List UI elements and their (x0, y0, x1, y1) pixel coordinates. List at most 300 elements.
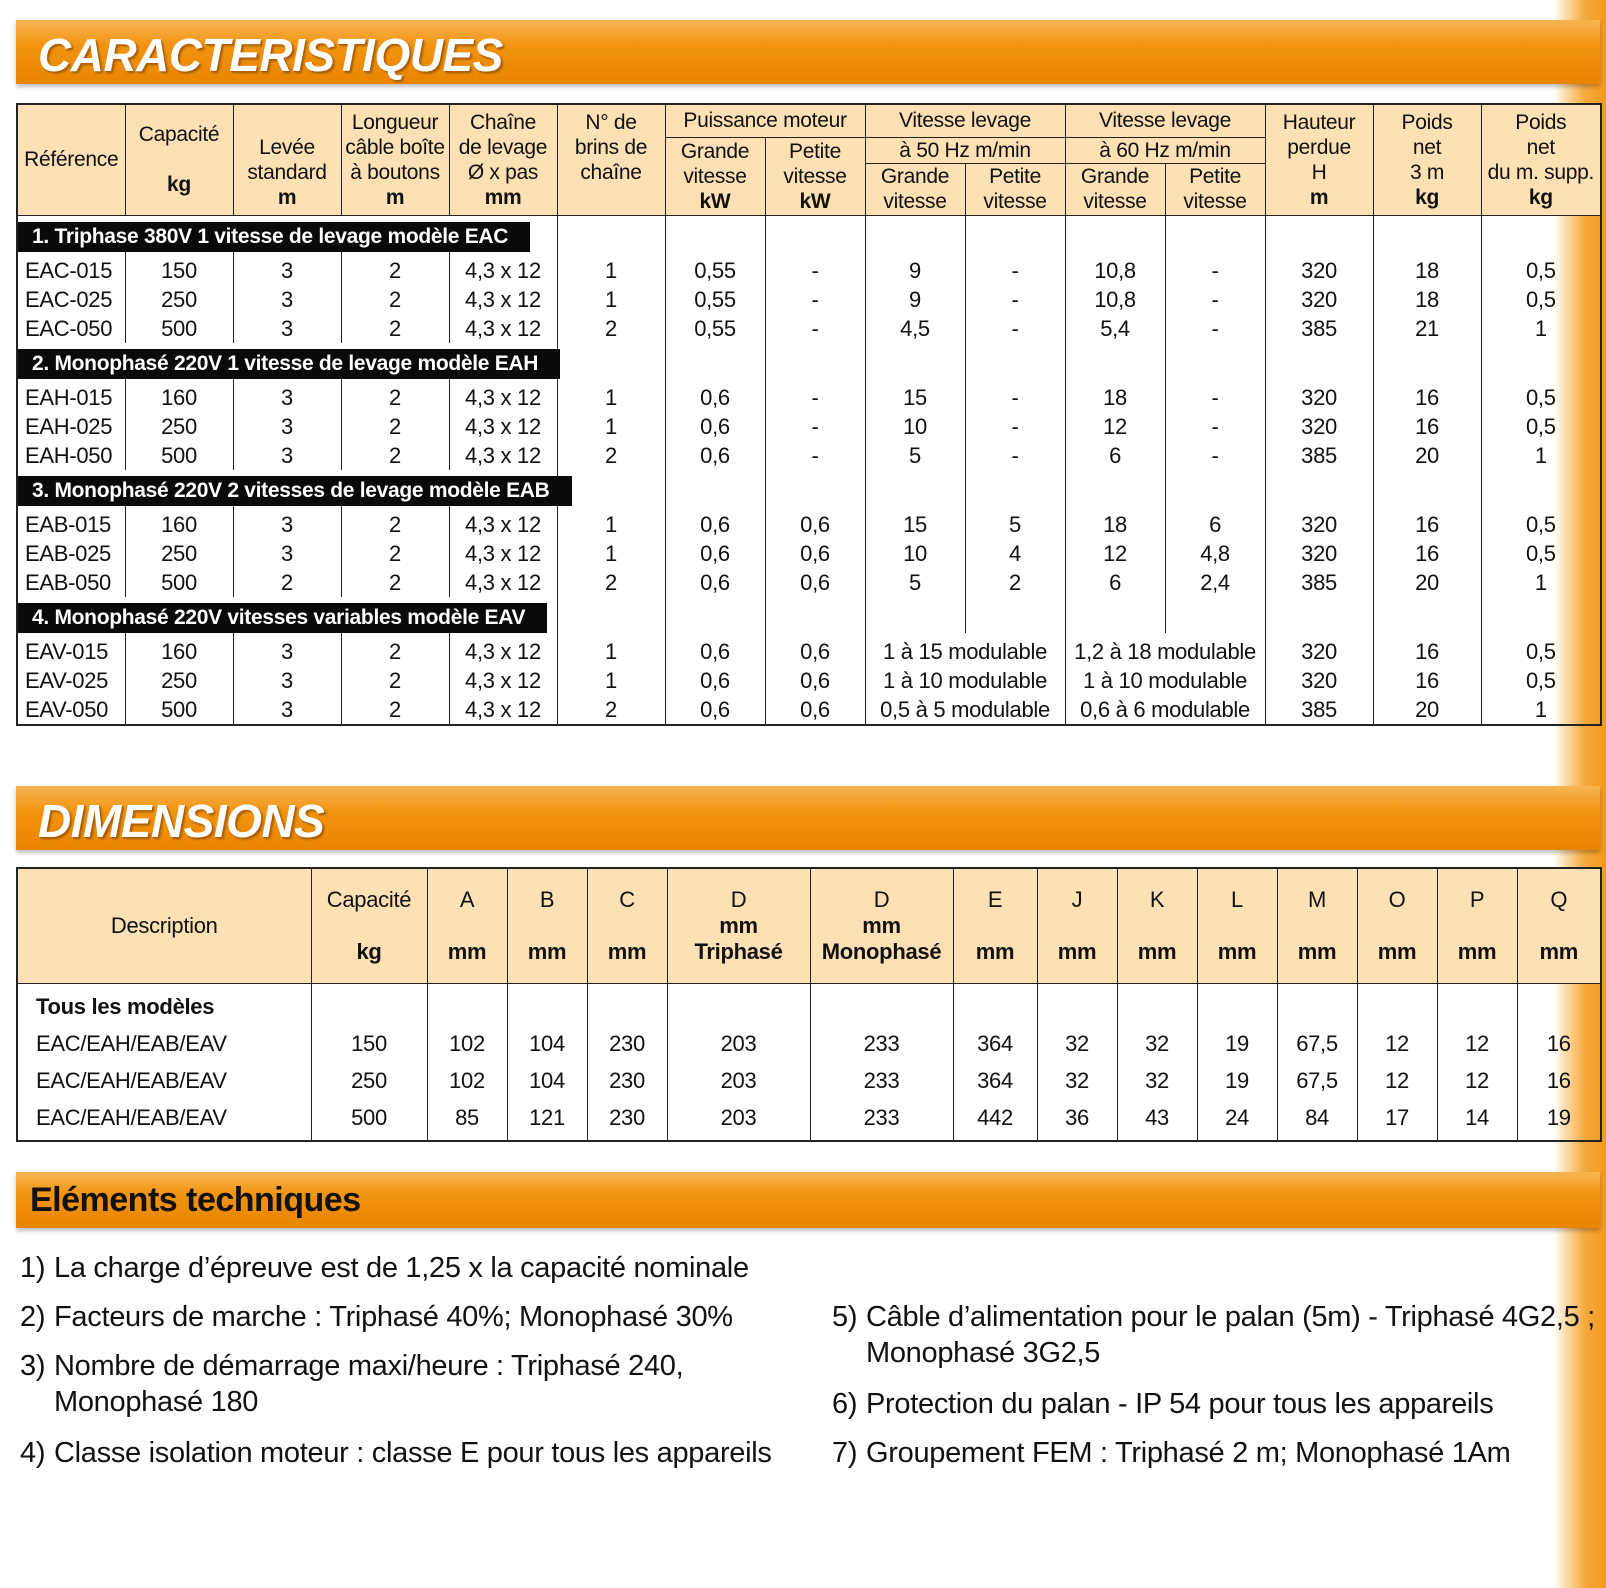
cell: 16 (1517, 1025, 1601, 1062)
cell: 500 (125, 441, 233, 470)
cell: 2 (341, 314, 449, 343)
cell: 160 (125, 379, 233, 412)
caracteristiques-body (17, 215, 1601, 725)
cell: 4,3 x 12 (449, 314, 557, 343)
cell: - (965, 252, 1065, 285)
cell: 19 (1517, 1099, 1601, 1141)
cell: 2 (557, 441, 665, 470)
cell: 442 (953, 1099, 1037, 1141)
cell: 4 (965, 539, 1065, 568)
cell: 500 (125, 695, 233, 725)
cell: 12 (1065, 539, 1165, 568)
note-text: Groupement FEM : Triphasé 2 m; Monophasé 1Am (866, 1437, 1511, 1469)
group-row (17, 597, 1601, 633)
cell: 4,3 x 12 (449, 285, 557, 314)
note-number: 5) (832, 1301, 858, 1333)
cell: 2 (341, 379, 449, 412)
cell: - (1165, 252, 1265, 285)
header-poids-m: Poids net du m. supp. kg (1481, 104, 1601, 215)
cell: 0,6 (765, 539, 865, 568)
cell: 0,6 (765, 666, 865, 695)
note-text: Câble d’alimentation pour le palan (5m) - Triphasé 4G2,5 ; Monophasé 3G2,5 (866, 1301, 1595, 1369)
cell: - (1165, 379, 1265, 412)
header-reference: Référence (17, 104, 125, 215)
cell: 250 (125, 412, 233, 441)
cell: 43 (1117, 1099, 1197, 1141)
cell: 500 (125, 314, 233, 343)
cell: 150 (311, 1025, 427, 1062)
cell: 16 (1373, 633, 1481, 666)
cell: 0,6 (765, 506, 865, 539)
header-puissance-petite: Petite vitesse kW (765, 137, 865, 215)
cell: 320 (1265, 252, 1373, 285)
cell: 19 (1197, 1062, 1277, 1099)
cell: 1,2 à 18 modulable (1065, 633, 1265, 666)
cell: 1 à 10 modulable (865, 666, 1065, 695)
note-number: 2) (20, 1301, 46, 1333)
cell: 320 (1265, 539, 1373, 568)
caracteristiques-banner (16, 20, 1600, 84)
cell: 250 (311, 1062, 427, 1099)
group-label: 2. Monophasé 220V 1 vitesse de levage modèle EAH (18, 349, 560, 379)
cell: 17 (1357, 1099, 1437, 1141)
cell: 6 (1165, 506, 1265, 539)
dim-header: Capacité kg (311, 868, 427, 984)
dim-header: O mm (1357, 868, 1437, 984)
cell: 250 (125, 539, 233, 568)
cell: 102 (427, 1062, 507, 1099)
dim-header: E mm (953, 868, 1037, 984)
cell: 0,5 (1481, 666, 1601, 695)
cell: 32 (1117, 1062, 1197, 1099)
dim-header: J mm (1037, 868, 1117, 984)
dim-header: P mm (1437, 868, 1517, 984)
cell: - (1165, 285, 1265, 314)
cell: 102 (427, 1025, 507, 1062)
caracteristiques-table (16, 103, 1602, 726)
cell: 1 (557, 633, 665, 666)
cell: 3 (233, 633, 341, 666)
cell: - (765, 412, 865, 441)
cell: 20 (1373, 695, 1481, 725)
cell: 0,6 (765, 695, 865, 725)
note-text: Classe isolation moteur : classe E pour tous les appareils (54, 1437, 772, 1469)
table-row (17, 314, 1601, 343)
table-row (17, 1025, 1601, 1062)
cell: 67,5 (1277, 1025, 1357, 1062)
dim-subtitle: Tous les modèles (17, 984, 311, 1026)
elements-banner (16, 1172, 1600, 1228)
cell: 1 (1481, 568, 1601, 597)
cell: - (965, 441, 1065, 470)
cell: 84 (1277, 1099, 1357, 1141)
note-number: 4) (20, 1437, 46, 1469)
header-vitesse50-unit: à 50 Hz m/min (865, 137, 1065, 163)
cell: 9 (865, 252, 965, 285)
table-row (17, 285, 1601, 314)
cell: 385 (1265, 314, 1373, 343)
cell: - (765, 441, 865, 470)
cell: 3 (233, 695, 341, 725)
header-vitesse60: Vitesse levage (1065, 104, 1265, 137)
dim-header: D mm Monophasé (810, 868, 953, 984)
cell: 1 à 10 modulable (1065, 666, 1265, 695)
cell: 15 (865, 506, 965, 539)
cell: - (1165, 314, 1265, 343)
cell: 16 (1373, 666, 1481, 695)
cell: 0,6 (765, 633, 865, 666)
cell: 1 (1481, 441, 1601, 470)
cell: 0,6 (765, 568, 865, 597)
cell: 320 (1265, 412, 1373, 441)
cell: 0,55 (665, 285, 765, 314)
cell: EAC/EAH/EAB/EAV (17, 1099, 311, 1141)
header-vitesse50: Vitesse levage (865, 104, 1065, 137)
cell: 14 (1437, 1099, 1517, 1141)
header-v50-grande: Grande vitesse (865, 163, 965, 215)
cell: 0,6 (665, 506, 765, 539)
cell: 36 (1037, 1099, 1117, 1141)
cell: 4,3 x 12 (449, 568, 557, 597)
cell: 15 (865, 379, 965, 412)
cell: - (765, 379, 865, 412)
cell: - (1165, 412, 1265, 441)
cell: 21 (1373, 314, 1481, 343)
table-row (17, 379, 1601, 412)
cell: 160 (125, 506, 233, 539)
cell: 0,6 (665, 568, 765, 597)
cell: 0,6 (665, 633, 765, 666)
header-chaine: Chaîne de levage Ø x pas mm (449, 104, 557, 215)
cell: 10,8 (1065, 252, 1165, 285)
cell: 2 (341, 539, 449, 568)
cell: 2 (557, 695, 665, 725)
header-longueur: Longueur câble boîte à boutons m (341, 104, 449, 215)
cell: EAH-050 (17, 441, 125, 470)
header-hauteur: Hauteur perdue H m (1265, 104, 1373, 215)
cell: 6 (1065, 441, 1165, 470)
cell: 24 (1197, 1099, 1277, 1141)
cell: 16 (1373, 412, 1481, 441)
cell: 2 (341, 695, 449, 725)
cell: 18 (1373, 252, 1481, 285)
note-text: Facteurs de marche : Triphasé 40%; Monophasé 30% (54, 1301, 733, 1333)
group-row (17, 470, 1601, 506)
cell: 121 (507, 1099, 587, 1141)
table-row (17, 633, 1601, 666)
cell: 0,55 (665, 314, 765, 343)
cell: EAC-050 (17, 314, 125, 343)
cell: 2 (341, 633, 449, 666)
cell: 3 (233, 539, 341, 568)
cell: 16 (1373, 379, 1481, 412)
cell: 4,3 x 12 (449, 666, 557, 695)
cell: 1 (557, 412, 665, 441)
header-capacite: Capacité kg (125, 104, 233, 215)
cell: 0,6 (665, 379, 765, 412)
cell: 0,5 (1481, 285, 1601, 314)
cell: EAB-015 (17, 506, 125, 539)
table-row (17, 506, 1601, 539)
cell: 3 (233, 285, 341, 314)
cell: 2 (341, 285, 449, 314)
cell: 320 (1265, 666, 1373, 695)
cell: 0,6 (665, 441, 765, 470)
cell: 230 (587, 1025, 667, 1062)
cell: 16 (1373, 539, 1481, 568)
header-puissance-grande: Grande vitesse kW (665, 137, 765, 215)
cell: 2 (557, 314, 665, 343)
cell: 4,3 x 12 (449, 441, 557, 470)
cell: EAH-025 (17, 412, 125, 441)
cell: 4,3 x 12 (449, 252, 557, 285)
cell: EAC-015 (17, 252, 125, 285)
cell: 2 (341, 666, 449, 695)
cell: - (765, 314, 865, 343)
cell: 203 (667, 1099, 810, 1141)
cell: 12 (1357, 1062, 1437, 1099)
cell: 0,6 (665, 695, 765, 725)
dim-header: A mm (427, 868, 507, 984)
cell: 3 (233, 379, 341, 412)
cell: 320 (1265, 633, 1373, 666)
cell: EAB-025 (17, 539, 125, 568)
note-number: 7) (832, 1437, 858, 1469)
cell: 230 (587, 1062, 667, 1099)
cell: 3 (233, 252, 341, 285)
dim-header: C mm (587, 868, 667, 984)
cell: 10,8 (1065, 285, 1165, 314)
cell: 1 (557, 506, 665, 539)
dim-header: Description (17, 868, 311, 984)
dim-header: B mm (507, 868, 587, 984)
table-row (17, 252, 1601, 285)
group-label: 3. Monophasé 220V 2 vitesses de levage modèle EAB (18, 476, 572, 506)
cell: 3 (233, 666, 341, 695)
cell: 12 (1357, 1025, 1437, 1062)
cell: 0,5 (1481, 412, 1601, 441)
header-levee: Levée standard m (233, 104, 341, 215)
cell: 85 (427, 1099, 507, 1141)
cell: 32 (1037, 1025, 1117, 1062)
cell: 0,6 (665, 539, 765, 568)
cell: 320 (1265, 379, 1373, 412)
note-number: 3) (20, 1350, 46, 1382)
group-label: 4. Monophasé 220V vitesses variables modèle EAV (18, 603, 547, 633)
cell: 10 (865, 539, 965, 568)
cell: 6 (1065, 568, 1165, 597)
cell: 4,3 x 12 (449, 633, 557, 666)
cell: 12 (1437, 1025, 1517, 1062)
cell: 18 (1373, 285, 1481, 314)
cell: 1 à 15 modulable (865, 633, 1065, 666)
header-puissance: Puissance moteur (665, 104, 865, 137)
cell: 2,4 (1165, 568, 1265, 597)
cell: - (1165, 441, 1265, 470)
cell: 104 (507, 1025, 587, 1062)
cell: 2 (341, 506, 449, 539)
cell: 3 (233, 412, 341, 441)
cell: EAC/EAH/EAB/EAV (17, 1025, 311, 1062)
cell: - (765, 285, 865, 314)
cell: 16 (1517, 1062, 1601, 1099)
table-row (17, 441, 1601, 470)
dimensions-table (16, 867, 1602, 1142)
cell: 385 (1265, 441, 1373, 470)
cell: 500 (311, 1099, 427, 1141)
cell: 3 (233, 506, 341, 539)
cell: 104 (507, 1062, 587, 1099)
cell: 1 (1481, 314, 1601, 343)
note-text: Protection du palan - IP 54 pour tous les appareils (866, 1388, 1494, 1420)
dim-subtitle-row (17, 984, 1601, 1026)
cell: 0,5 (1481, 506, 1601, 539)
cell: 203 (667, 1062, 810, 1099)
caracteristiques-title: CARACTERISTIQUES (38, 29, 503, 81)
cell: 4,3 x 12 (449, 695, 557, 725)
cell: 2 (341, 252, 449, 285)
cell: 4,3 x 12 (449, 506, 557, 539)
cell: 0,6 à 6 modulable (1065, 695, 1265, 725)
dim-header: K mm (1117, 868, 1197, 984)
cell: 4,5 (865, 314, 965, 343)
cell: 203 (667, 1025, 810, 1062)
cell: 16 (1373, 506, 1481, 539)
cell: 0,6 (665, 412, 765, 441)
cell: 250 (125, 285, 233, 314)
cell: EAH-015 (17, 379, 125, 412)
cell: 4,3 x 12 (449, 379, 557, 412)
group-label: 1. Triphase 380V 1 vitesse de levage modèle EAC (18, 222, 530, 252)
cell: 3 (233, 314, 341, 343)
cell: 32 (1037, 1062, 1117, 1099)
cell: 2 (965, 568, 1065, 597)
cell: 4,3 x 12 (449, 412, 557, 441)
cell: 500 (125, 568, 233, 597)
cell: 10 (865, 412, 965, 441)
cell: 2 (341, 412, 449, 441)
note-text: La charge d’épreuve est de 1,25 x la capacité nominale (54, 1252, 749, 1284)
table-row (17, 666, 1601, 695)
cell: 0,6 (665, 666, 765, 695)
cell: EAC-025 (17, 285, 125, 314)
cell: 12 (1437, 1062, 1517, 1099)
table-row (17, 539, 1601, 568)
cell: 3 (233, 441, 341, 470)
elements-title: Eléments techniques (30, 1181, 361, 1219)
cell: 5 (965, 506, 1065, 539)
header-brins: N° de brins de chaîne (557, 104, 665, 215)
cell: 67,5 (1277, 1062, 1357, 1099)
cell: 385 (1265, 568, 1373, 597)
cell: 5,4 (1065, 314, 1165, 343)
cell: EAV-015 (17, 633, 125, 666)
cell: 233 (810, 1099, 953, 1141)
cell: 0,5 (1481, 633, 1601, 666)
cell: 320 (1265, 506, 1373, 539)
cell: 12 (1065, 412, 1165, 441)
table-row (17, 568, 1601, 597)
note-text: Nombre de démarrage maxi/heure : Triphasé 240, Monophasé 180 (54, 1350, 684, 1418)
cell: - (965, 412, 1065, 441)
cell: 2 (557, 568, 665, 597)
cell: - (965, 285, 1065, 314)
table-row (17, 695, 1601, 725)
dim-header: Q mm (1517, 868, 1601, 984)
cell: 2 (233, 568, 341, 597)
cell: 20 (1373, 441, 1481, 470)
cell: 1 (557, 252, 665, 285)
cell: 233 (810, 1062, 953, 1099)
header-poids: Poids net 3 m kg (1373, 104, 1481, 215)
cell: 4,3 x 12 (449, 539, 557, 568)
cell: 2 (341, 568, 449, 597)
cell: 0,5 (1481, 379, 1601, 412)
header-v60-petite: Petite vitesse (1165, 163, 1265, 215)
note-number: 6) (832, 1388, 858, 1420)
cell: EAV-025 (17, 666, 125, 695)
cell: 19 (1197, 1025, 1277, 1062)
cell: 1 (557, 666, 665, 695)
cell: EAV-050 (17, 695, 125, 725)
cell: 230 (587, 1099, 667, 1141)
cell: 0,5 (1481, 252, 1601, 285)
header-v50-petite: Petite vitesse (965, 163, 1065, 215)
dimensions-banner (16, 786, 1600, 850)
cell: - (965, 314, 1065, 343)
cell: 250 (125, 666, 233, 695)
cell: 233 (810, 1025, 953, 1062)
cell: 1 (557, 539, 665, 568)
cell: EAC/EAH/EAB/EAV (17, 1062, 311, 1099)
header-v60-grande: Grande vitesse (1065, 163, 1165, 215)
cell: 1 (557, 285, 665, 314)
group-row (17, 215, 1601, 252)
cell: 160 (125, 633, 233, 666)
cell: 1 (1481, 695, 1601, 725)
cell: EAB-050 (17, 568, 125, 597)
cell: 385 (1265, 695, 1373, 725)
cell: 5 (865, 568, 965, 597)
cell: 18 (1065, 379, 1165, 412)
cell: 320 (1265, 285, 1373, 314)
cell: 4,8 (1165, 539, 1265, 568)
cell: 9 (865, 285, 965, 314)
table-row (17, 412, 1601, 441)
note-number: 1) (20, 1252, 46, 1284)
dim-header: D mm Triphasé (667, 868, 810, 984)
table-row (17, 1062, 1601, 1099)
group-row (17, 343, 1601, 379)
cell: 0,5 à 5 modulable (865, 695, 1065, 725)
cell: 5 (865, 441, 965, 470)
cell: - (765, 252, 865, 285)
dim-header: L mm (1197, 868, 1277, 984)
cell: 364 (953, 1062, 1037, 1099)
cell: 32 (1117, 1025, 1197, 1062)
cell: 150 (125, 252, 233, 285)
cell: 0,5 (1481, 539, 1601, 568)
table-row (17, 1099, 1601, 1141)
cell: 0,55 (665, 252, 765, 285)
dim-header: M mm (1277, 868, 1357, 984)
cell: 18 (1065, 506, 1165, 539)
header-vitesse60-unit: à 60 Hz m/min (1065, 137, 1265, 163)
cell: - (965, 379, 1065, 412)
cell: 2 (341, 441, 449, 470)
cell: 20 (1373, 568, 1481, 597)
cell: 364 (953, 1025, 1037, 1062)
